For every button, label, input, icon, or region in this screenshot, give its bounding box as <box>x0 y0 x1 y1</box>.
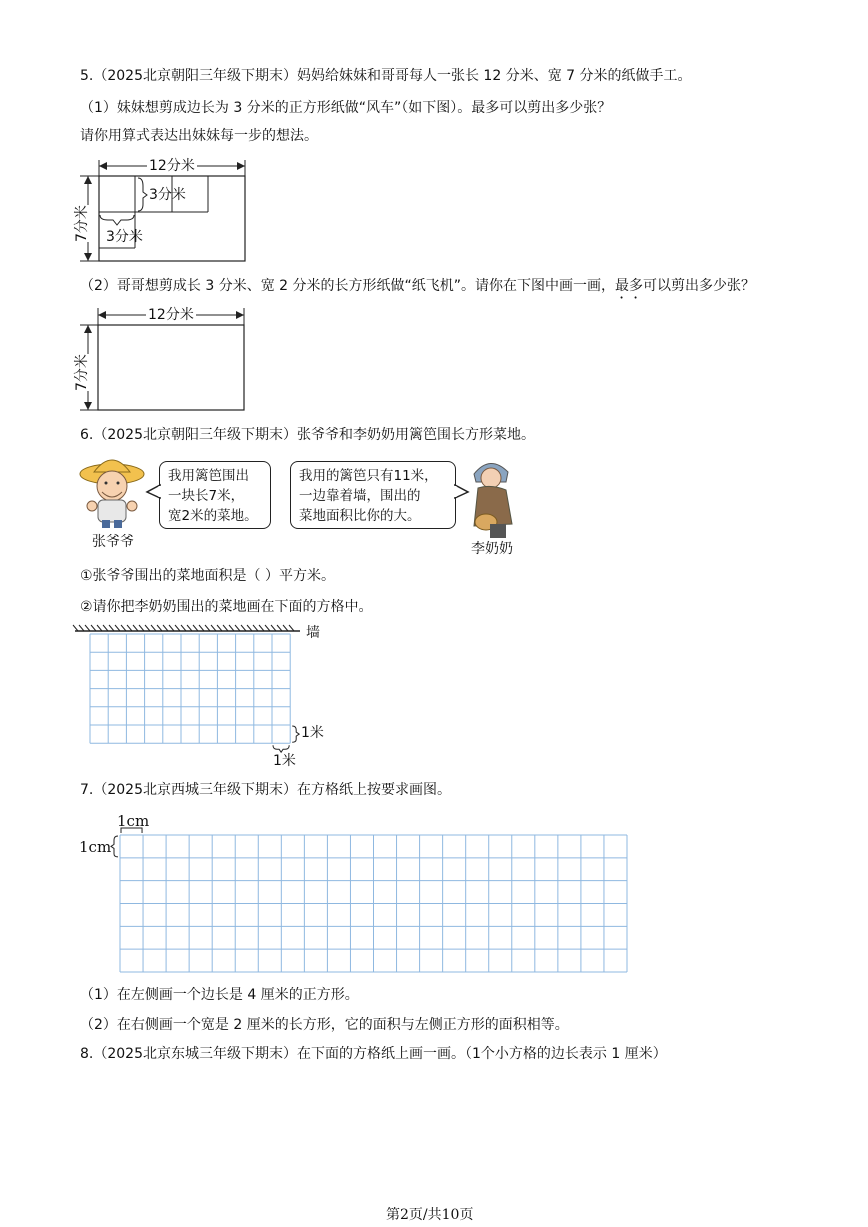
q7-title: 7.（2025北京西城三年级下期末）在方格纸上按要求画图。 <box>80 782 451 798</box>
q5-part1-instruction: 请你用算式表达出妹妹每一步的想法。 <box>80 128 318 144</box>
grandma-name: 李奶奶 <box>471 541 513 557</box>
q7-part1: （1）在左侧画一个边长是 4 厘米的正方形。 <box>80 987 359 1003</box>
fig1-square-label-a: 3分米 <box>149 187 186 203</box>
fig1-width-label: 12分米 <box>149 158 195 174</box>
grandpa-speech-line: 一块长7米， <box>168 488 245 504</box>
grandpa-name: 张爷爷 <box>92 534 134 550</box>
q7-part2: （2）在右侧画一个宽是 2 厘米的长方形，它的面积与左侧正方形的面积相等。 <box>80 1017 569 1033</box>
fig1-height-label: 7分米 <box>74 205 90 242</box>
q8-title: 8.（2025北京东城三年级下期末）在下面的方格纸上画一画。（1个小方格的边长表示 1 厘米） <box>80 1046 667 1062</box>
q5-part2-post: 可以剪出多少张？ <box>643 278 756 294</box>
page-footer: 第2页/共10页 <box>386 1207 474 1223</box>
grandma-speech-line: 我用的篱笆只有11米， <box>299 468 438 484</box>
q5-part1: （1）妹妹想剪成边长为 3 分米的正方形纸做“风车”（如下图）。最多可以剪出多少张？ <box>80 100 612 116</box>
q6-item-2: ②请你把李奶奶围出的菜地画在下面的方格中。 <box>80 599 373 615</box>
q6-item-1: ①张爷爷围出的菜地面积是（ ）平方米。 <box>80 568 335 584</box>
q5-title: 5.（2025北京朝阳三年级下期末）妈妈给妹妹和哥哥每人一张长 12 分米、宽 7 分米的纸做手工。 <box>80 68 692 84</box>
fig1-square-label-b: 3分米 <box>106 229 143 245</box>
q6-title: 6.（2025北京朝阳三年级下期末）张爷爷和李奶奶用篱笆围长方形菜地。 <box>80 427 535 443</box>
unit-height-label: 1米 <box>301 725 324 741</box>
unit-brace-left <box>111 836 118 857</box>
q5-part2-emphasis: 最多 <box>615 278 644 294</box>
fig2-width-label: 12分米 <box>148 307 194 323</box>
grandpa-speech-line: 我用篱笆围出 <box>168 468 249 484</box>
unit-top-label: 1cm <box>117 812 150 830</box>
grandma-speech-line: 一边靠着墙，围出的 <box>299 488 421 504</box>
grandpa-speech-line: 宽2米的菜地。 <box>168 508 258 524</box>
wall-label: 墙 <box>306 625 320 641</box>
unit-left-label: 1cm <box>79 838 112 856</box>
fig2-height-label: 7分米 <box>74 354 90 391</box>
grandma-speech-line: 菜地面积比你的大。 <box>299 508 421 524</box>
unit-width-label: 1米 <box>273 753 296 769</box>
unit-brace-top <box>121 828 142 833</box>
q5-part2-pre: （2）哥哥想剪成长 3 分米、宽 2 分米的长方形纸做“纸飞机”。请你在下图中画一画， <box>80 278 616 294</box>
